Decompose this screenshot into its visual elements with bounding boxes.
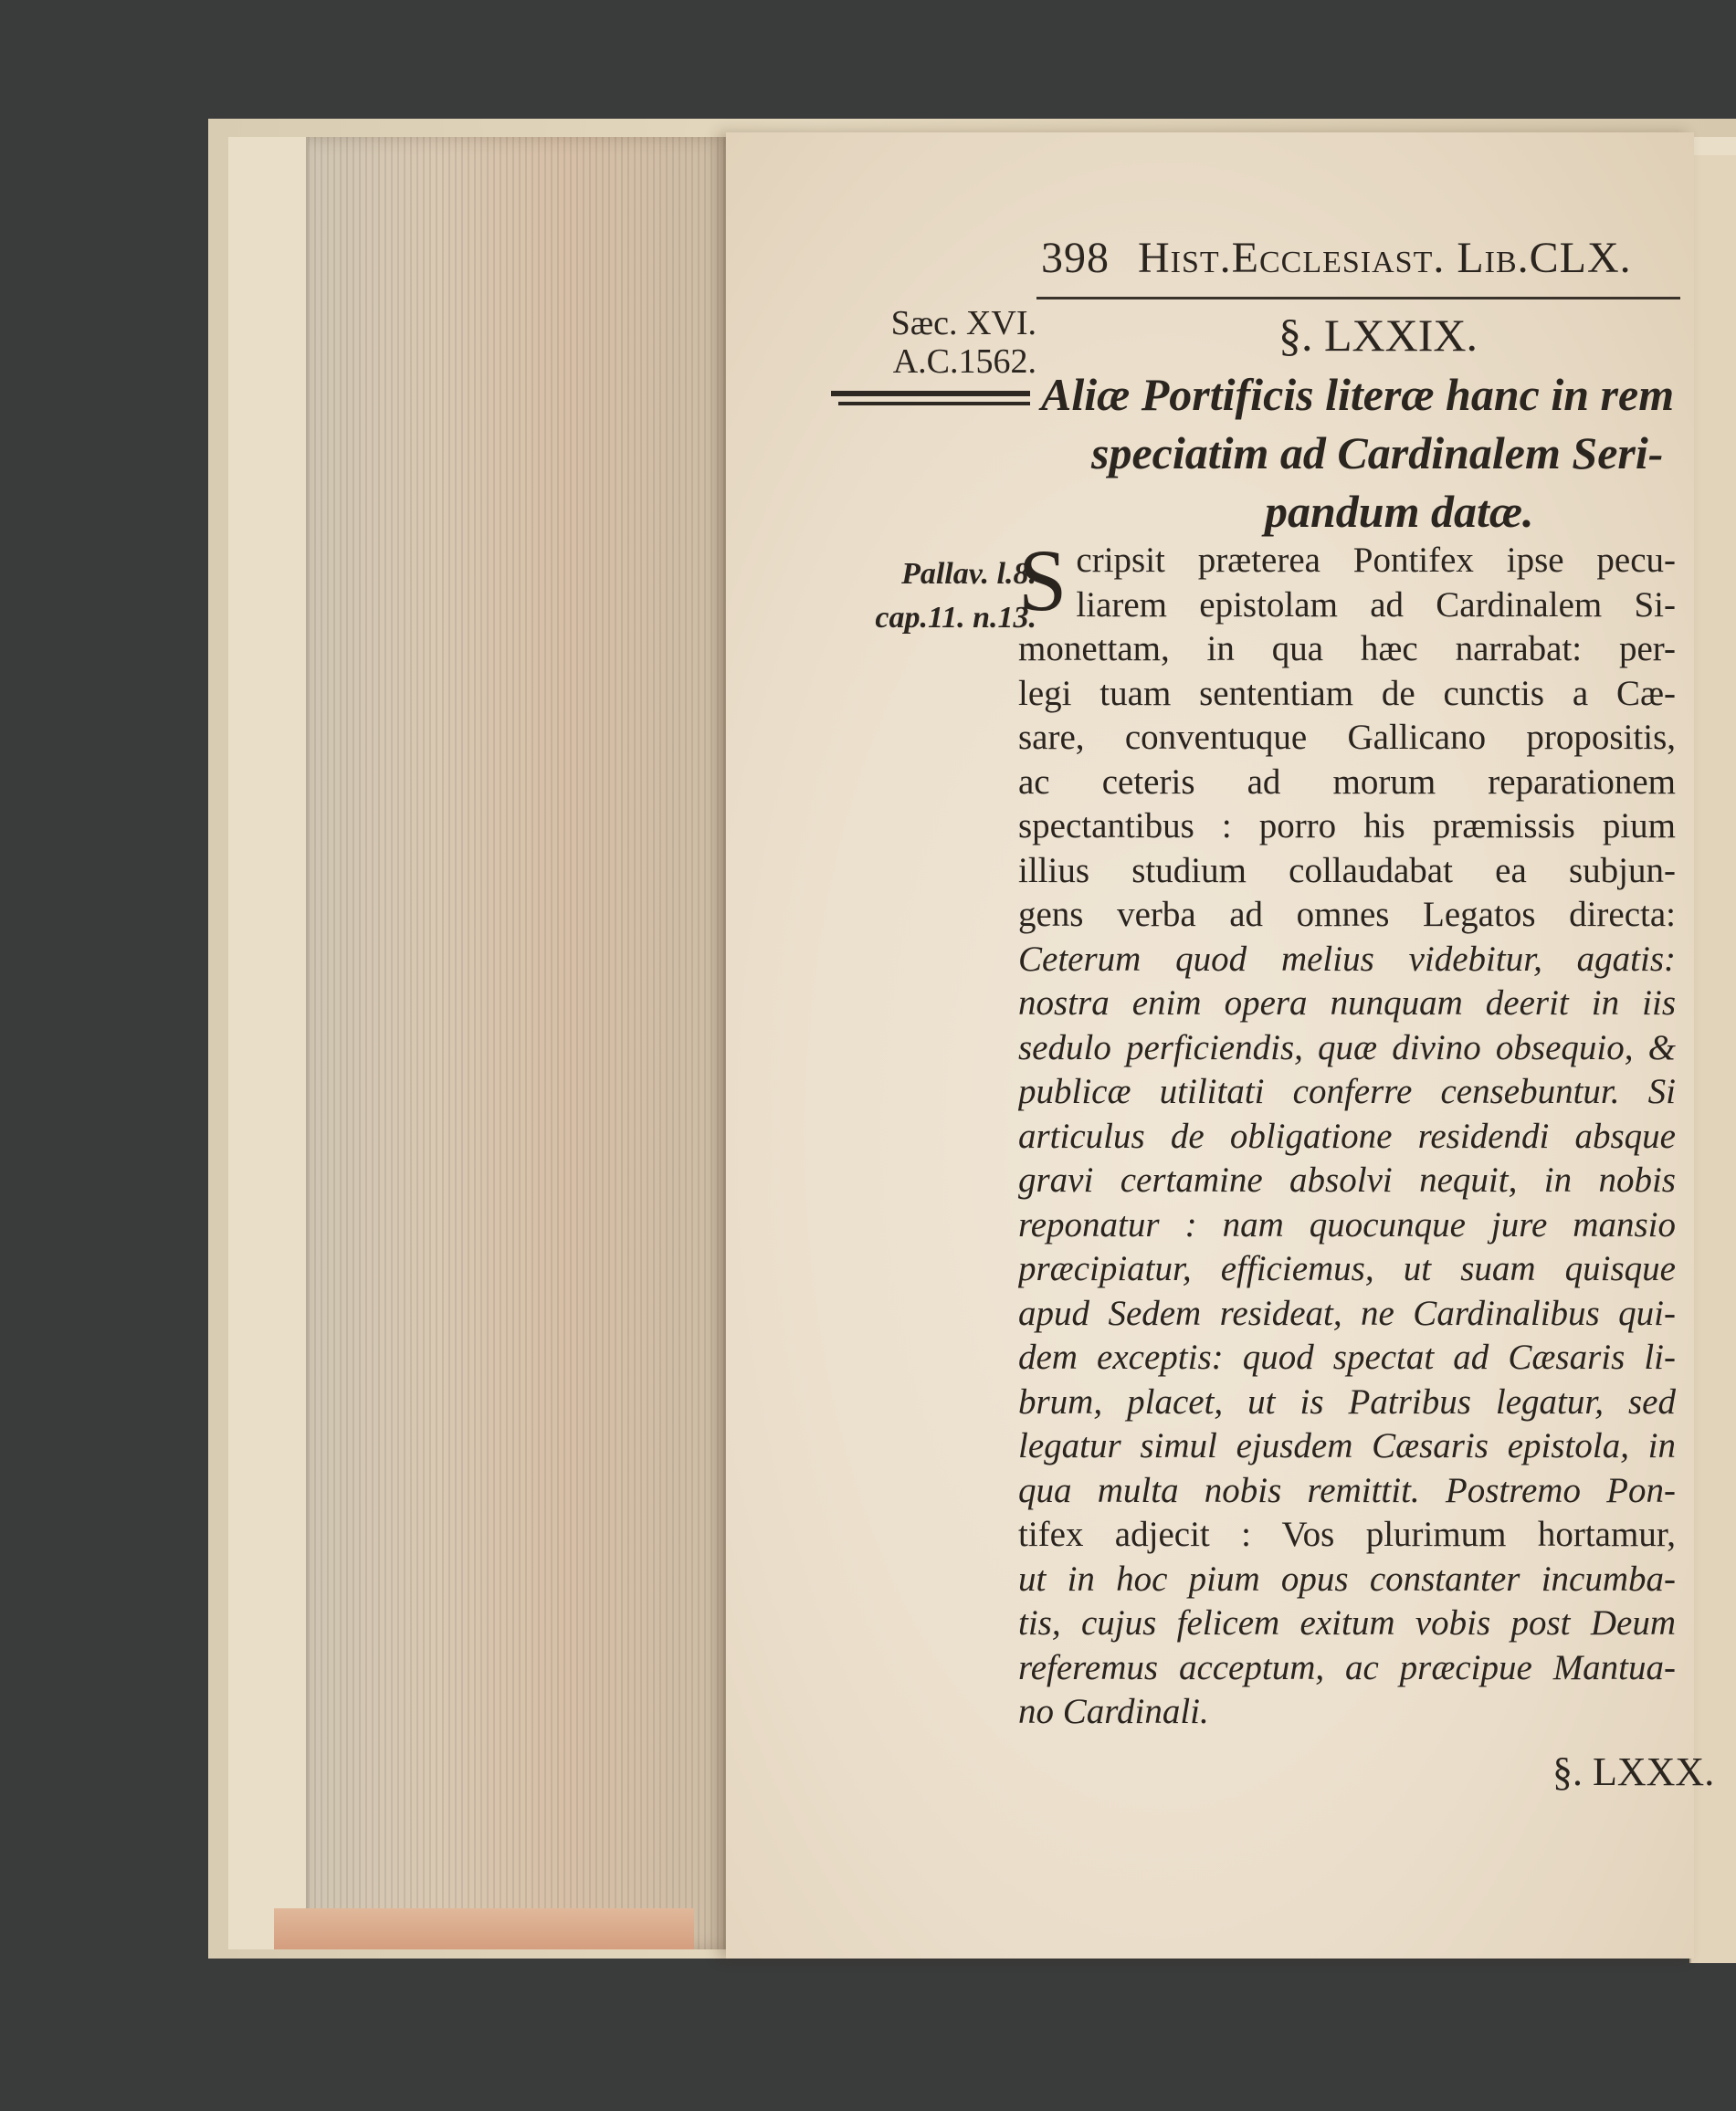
text-line: brum, placet, ut is Patribus legatur, sed — [1018, 1381, 1676, 1422]
text-line: legi tuam sententiam de cunctis a Cæ- — [1018, 673, 1676, 713]
body-text — [1018, 531, 1676, 1735]
running-title: Hist.Ecclesiast. Lib.CLX. — [1138, 234, 1632, 282]
page-number: 398 — [1041, 234, 1110, 282]
text-line: præcipiatur, efficiemus, ut suam quisque — [1018, 1249, 1676, 1288]
text-line: tis, cujus felicem exitum vobis post Deum — [1018, 1603, 1676, 1643]
text-line: publicæ utilitati conferre censebuntur. Si — [1018, 1072, 1676, 1111]
margin-rule — [831, 391, 1030, 396]
margin-date — [826, 304, 1036, 381]
facing-page-edge — [1689, 155, 1736, 1963]
text-line: ac ceteris ad morum reparationem — [1018, 761, 1676, 802]
text-line: reponatur : nam quocunque jure mansio — [1018, 1204, 1676, 1245]
section-number: §. LXXIX. — [1278, 310, 1478, 361]
text-line: liarem epistolam ad Cardinalem Si- — [1076, 584, 1676, 625]
heading-line: pandum datæ. — [1265, 486, 1534, 537]
text-line: tifex adjecit : Vos plurimum hortamur, — [1018, 1515, 1676, 1554]
text-line: no Cardinali. — [1018, 1692, 1209, 1731]
text-line: spectantibus : porro his præmissis pium — [1018, 806, 1676, 845]
text-line: sedulo perficiendis, quæ divino obsequio, & — [1018, 1027, 1676, 1067]
text-line: apud Sedem resideat, ne Cardinalibus qui- — [1018, 1293, 1676, 1333]
text-line: Ceterum quod melius videbitur, agatis: — [1018, 939, 1676, 979]
catchword: §. LXXX. — [1552, 1749, 1715, 1794]
page-block-bottom — [274, 1908, 694, 1949]
margin-reference-line: Pallav. l.8. — [901, 557, 1036, 591]
page-block-edge — [306, 137, 737, 1949]
text-line: ut in hoc pium opus constanter incumba- — [1018, 1559, 1676, 1599]
text-line: cripsit præterea Pontifex ipse pecu- — [1076, 541, 1676, 580]
text-line: illius studium collaudabat ea subjun- — [1018, 850, 1676, 890]
text-line: nostra enim opera nunquam deerit in iis — [1018, 983, 1676, 1023]
margin-reference — [826, 552, 1036, 640]
margin-date-year: A.C.1562. — [892, 342, 1036, 381]
body-rest — [1018, 627, 1676, 1735]
text-line: gens verba ad omnes Legatos directa: — [1018, 895, 1676, 934]
margin-rule — [838, 402, 1030, 405]
text-line: gravi certamine absolvi nequit, in nobis — [1018, 1161, 1676, 1200]
heading-line: speciatim ad Cardinalem Seri- — [1091, 427, 1664, 478]
drop-cap: S — [1018, 531, 1068, 629]
text-line: monettam, in qua hæc narrabat: per- — [1018, 629, 1676, 668]
margin-reference-line: cap.11. n.13. — [875, 601, 1036, 635]
running-head — [1041, 233, 1680, 283]
text-line: articulus de obligatione residendi absque — [1018, 1116, 1676, 1156]
heading-line: Aliæ Portificis literæ hanc in rem — [1041, 369, 1675, 420]
text-line: qua multa nobis remittit. Postremo Pon- — [1018, 1470, 1676, 1510]
head-rule — [1036, 297, 1680, 299]
first-lines — [1018, 531, 1676, 629]
text-line: dem exceptis: quod spectat ad Cæsaris li- — [1018, 1338, 1676, 1377]
margin-date-century: Sæc. XVI. — [890, 304, 1036, 342]
section-heading — [1041, 365, 1675, 541]
text-line: legatur simul ejusdem Cæsaris epistola, in — [1018, 1426, 1676, 1465]
text-line: sare, conventuque Gallicano propositis, — [1018, 718, 1676, 757]
text-line: referemus acceptum, ac præcipue Mantua- — [1018, 1647, 1676, 1687]
